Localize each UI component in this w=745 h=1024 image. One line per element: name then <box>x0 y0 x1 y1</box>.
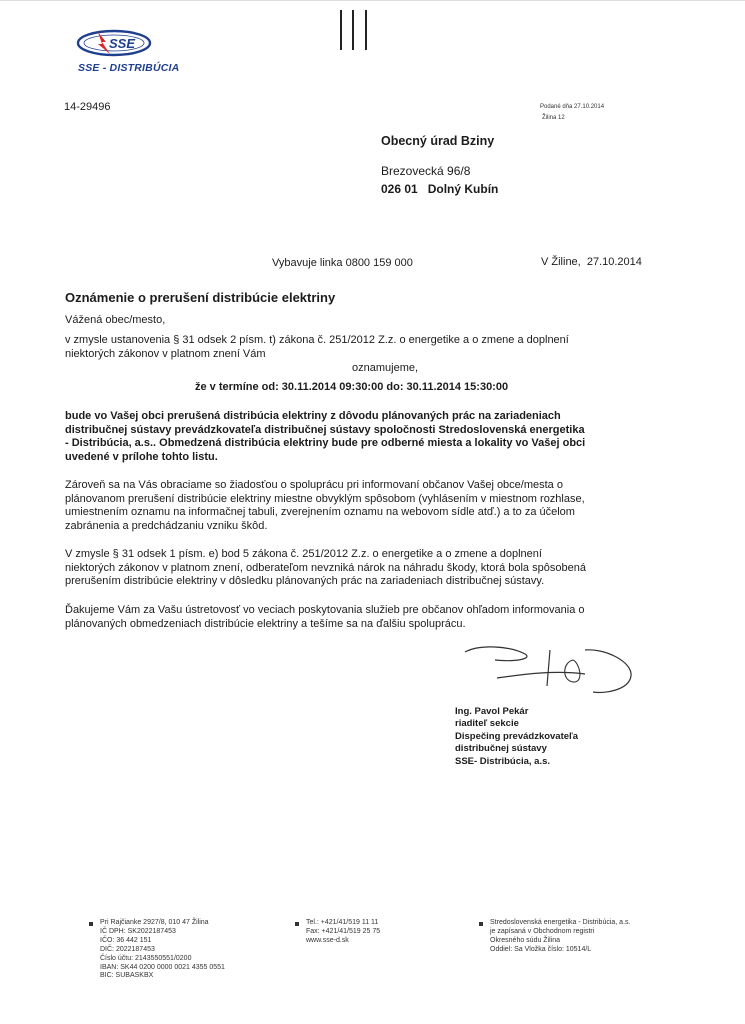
filed-line: Podané dňa 27.10.2014 <box>540 104 605 110</box>
paragraph-cooperation <box>65 479 655 533</box>
scan-edge-line <box>0 0 745 1</box>
company-name: SSE - DISTRIBÚCIA <box>78 62 180 74</box>
paragraph-thanks <box>65 604 655 631</box>
text-line: Ďakujeme Vám za Vašu ústretovosť vo veciach poskytovania služieb pre občanov ohľadom informovania o <box>65 604 585 616</box>
footer-contact <box>306 919 380 946</box>
text-line: bude vo Vašej obci prerušená distribúcia elektriny z dôvodu plánovaných prác na zariadeniach <box>65 410 561 422</box>
paragraph-compensation <box>65 548 655 589</box>
signer-line: Dispečing prevádzkovateľa <box>455 730 578 742</box>
footer-line: Číslo účtu: 2143550551/0200 <box>100 954 192 962</box>
place-date: V Žiline, 27.10.2014 <box>541 256 642 268</box>
outage-term: že v termíne od: 30.11.2014 09:30:00 do: 30.11.2014 15:30:00 <box>195 381 509 393</box>
footer-line: Fax: +421/41/519 25 75 <box>306 927 381 935</box>
text-line: - Distribúcia, a.s.. Obmedzená distribúcia elektriny bude pre odberné miesta a lokality vo Vašej obci <box>65 437 586 449</box>
signer-line: riaditeľ sekcie <box>455 718 519 730</box>
footer-line: IČO: 36 442 151 <box>100 936 152 944</box>
greeting: Vážená obec/mesto, <box>65 314 166 326</box>
signer-line: distribučnej sústavy <box>455 743 547 755</box>
footer-line: Oddiel: Sa Vložka číslo: 10514/L <box>490 945 592 953</box>
contact-line: Vybavuje linka 0800 159 000 <box>272 257 413 269</box>
signer-block <box>455 706 578 768</box>
recipient-block <box>381 132 498 198</box>
footer-line: BIC: SUBASKBX <box>100 972 154 980</box>
recipient-name: Obecný úrad Bziny <box>381 134 495 148</box>
footer-line: Okresného súdu Žilina <box>490 936 561 944</box>
text-line: niektorých zákonov v platnom znení, odberateľom nevzniká nárok na náhradu škody, ktorá bola spôsobená <box>65 561 586 574</box>
text-line: V zmysle § 31 odsek 1 písm. e) bod 5 zákona č. 251/2012 Z.z. o energetike a o zmene a doplnení <box>65 548 542 560</box>
text-line: Zároveň sa na Vás obraciame so žiadosťou o spoluprácu pri informovaní občanov Vašej obce/mesta o <box>65 479 563 491</box>
text-line: zabránenia a predchádzaniu vzniku škôd. <box>65 519 268 532</box>
logo-text: SSE <box>109 36 136 51</box>
filed-line: Žilina 12 <box>542 115 565 121</box>
footer-line: DIČ: 2022187453 <box>100 945 155 953</box>
text-line: plánovaných obmedzeniach distribúcie elektriny a tešíme sa na ďalšiu spoluprácu. <box>65 617 466 630</box>
text-line: uvedené v prílohe tohto listu. <box>65 450 218 463</box>
announce-word: oznamujeme, <box>352 362 419 374</box>
signer-line: Ing. Pavol Pekár <box>455 706 529 717</box>
footer-line: Stredoslovenská energetika - Distribúcia, a.s. <box>490 919 631 926</box>
barcode-marks <box>338 10 370 50</box>
footer-registry <box>490 919 630 955</box>
paragraph-outage-notice <box>65 410 655 464</box>
footer-line: je zapísaná v Obchodnom registri <box>490 927 595 935</box>
bullet-icon <box>479 922 483 926</box>
filed-stamp <box>540 102 604 124</box>
recipient-street: Brezovecká 96/8 <box>381 164 471 178</box>
text-line: distribučnej sústavy prevádzkovateľa distribučnej sústavy spoločnosti Stredoslovenská energetika <box>65 423 585 436</box>
bullet-icon <box>295 922 299 926</box>
footer-address <box>100 919 225 981</box>
footer-line: Tel.: +421/41/519 11 11 <box>306 919 379 926</box>
signer-line: SSE- Distribúcia, a.s. <box>455 755 551 767</box>
footer-line: www.sse-d.sk <box>306 936 349 944</box>
footer-line: IBAN: SK44 0200 0000 0021 4355 0551 <box>100 963 225 971</box>
letter-heading: Oznámenie o prerušení distribúcie elektriny <box>65 290 336 305</box>
text-line: niektorých zákonov v platnom znení Vám <box>65 347 266 360</box>
reference-number: 14-29496 <box>64 101 111 113</box>
sse-logo-icon <box>76 28 152 58</box>
footer-line: IČ DPH: SK2022187453 <box>100 927 176 935</box>
text-line: v zmysle ustanovenia § 31 odsek 2 písm. t) zákona č. 251/2012 Z.z. o energetike a o zmene a doplnení <box>65 334 569 346</box>
text-line: umiestnením oznamu na informačnej tabuli, zverejnením oznamu na webovom sídle atď.) a to za účelom <box>65 506 575 518</box>
footer-line: Pri Rajčianke 2927/8, 010 47 Žilina <box>100 919 209 926</box>
recipient-city: 026 01 Dolný Kubín <box>381 182 499 196</box>
text-line: plánovanom prerušení distribúcie elektriny miestne obvyklým spôsobom (vyhlásením v miestnom rozhlase, <box>65 492 585 505</box>
bullet-icon <box>89 922 93 926</box>
handwritten-signature <box>455 640 645 700</box>
paragraph-legal-basis <box>65 334 655 361</box>
company-logo <box>76 28 186 74</box>
text-line: prerušením distribúcie elektriny v dôsledku plánovaných prác na zariadeniach distribučnej sústavy. <box>65 575 545 587</box>
